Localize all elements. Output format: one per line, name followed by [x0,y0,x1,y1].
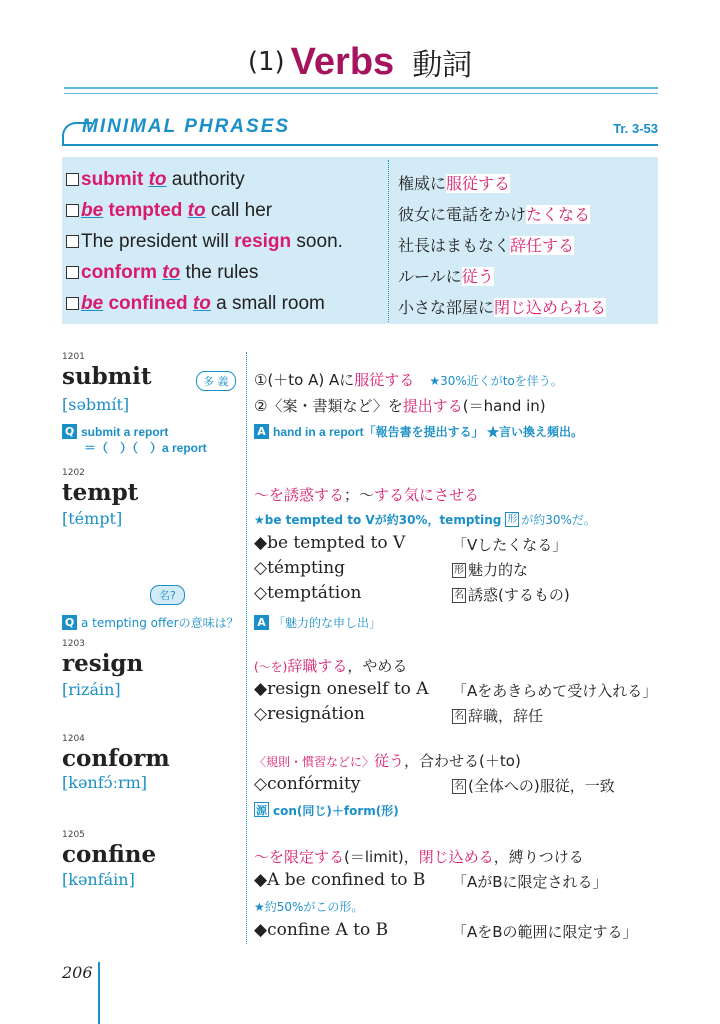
derivative: ◇resignátion [254,704,365,724]
section-number: (1) [247,47,285,77]
title-rule [64,87,658,89]
section-title-english: Verbs [290,40,395,83]
usage-note: ★約50%がこの形。 [254,900,364,914]
section-title-japanese: 動詞 [412,48,473,83]
headword-conform: conform [62,745,170,772]
gloss: 名 (全体への)服従，一致 [454,777,615,795]
gloss: 「Aをあきらめて受け入れる」 [452,682,658,700]
page-number: 206 [62,963,93,982]
phrase-row: be confined to a small room 小さな部屋に閉じ込められる [62,290,658,321]
pronunciation: [témpt] [62,509,123,528]
pronunciation: [kənfáin] [62,870,135,889]
gloss: 名 誘惑(するもの) [454,586,570,604]
page-title [0,40,720,84]
track-label: Tr. 3-53 [613,121,658,136]
entry-number: 1205 [62,830,85,840]
pronunciation: [kənfɔ́ːrm] [62,773,148,792]
headword-submit: submit [62,363,152,390]
gloss: 「AがBに限定される」 [452,873,608,891]
headword-resign: resign [62,650,144,677]
derivative: ◆A be confined to B [254,870,426,890]
checkbox[interactable] [66,266,79,279]
derivative: ◆be tempted to V [254,533,406,553]
multi-meaning-badge: 多 義 [196,371,236,391]
title-rule-thin [64,93,658,94]
usage-note: ★be tempted to Vが約30%，tempting 形 が約30%だ。 [254,513,596,527]
etymology-icon: 源 [256,804,267,817]
question-icon: Q [62,615,77,630]
checkbox[interactable] [66,235,79,248]
pronunciation: [rizáin] [62,680,121,699]
minimal-phrases-heading: MINIMAL PHRASES [82,116,291,137]
definition: (～を)辞職する，やめる [254,657,408,675]
answer-icon: A [254,424,269,439]
gloss: 「AをBの範囲に限定する」 [452,923,638,941]
gloss: 名 辞職，辞任 [454,707,544,725]
gloss: 形 魅力的な [454,561,529,579]
gloss: 「Vしたくなる」 [452,536,568,554]
question-blank: ＝（ ）（ ）a report [84,441,207,455]
definition: ①(＋to A) Aに服従する ★30%近くがtoを伴う。 [254,371,563,389]
section-rule [62,144,658,146]
entry-number: 1203 [62,639,85,649]
phrase-row: The president will resign soon. 社長はまもなく辞任する [62,228,658,259]
headword-confine: confine [62,841,157,868]
pronunciation: [səbmít] [62,395,130,414]
definition: 〈規則・慣習などに〉従う，合わせる(＋to) [254,752,521,770]
checkbox[interactable] [66,173,79,186]
definition: ～を限定する(＝limit)，閉じ込める，縛りつける [254,848,584,866]
checkbox[interactable] [66,204,79,217]
phrase-row: submit to authority 権威に服従する [62,166,658,197]
derivative: ◆resign oneself to A [254,679,429,699]
entry-divider [246,352,247,944]
question: Q a tempting offerの意味は？ [62,612,239,631]
noun-question-badge: 名? [150,585,185,605]
etymology: 源 con(同じ)＋form(形) [256,804,399,818]
phrase-row: be tempted to call her 彼女に電話をかけたくなる [62,197,658,228]
derivative: ◇témpting [254,558,346,578]
derivative: ◇confórmity [254,774,361,794]
answer: A 「魅力的な申し出」 [254,612,381,631]
entry-number: 1201 [62,352,85,362]
derivative: ◇temptátion [254,583,362,603]
entry-number: 1202 [62,468,85,478]
derivative: ◆confine A to B [254,920,389,940]
question: Q submit a report [62,421,168,440]
definition: ②〈案・書類など〉を提出する(＝hand in) [254,397,546,415]
answer: A hand in a report「報告書を提出する」 ★言い換え頻出。 [254,421,583,440]
headword-tempt: tempt [62,479,139,506]
page-margin-line [98,962,100,1024]
answer-icon: A [254,615,269,630]
entry-number: 1204 [62,734,85,744]
definition: ～を誘惑する；～する気にさせる [254,486,480,504]
question-icon: Q [62,424,77,439]
checkbox[interactable] [66,297,79,310]
phrase-row: conform to the rules ルールに従う [62,259,658,290]
